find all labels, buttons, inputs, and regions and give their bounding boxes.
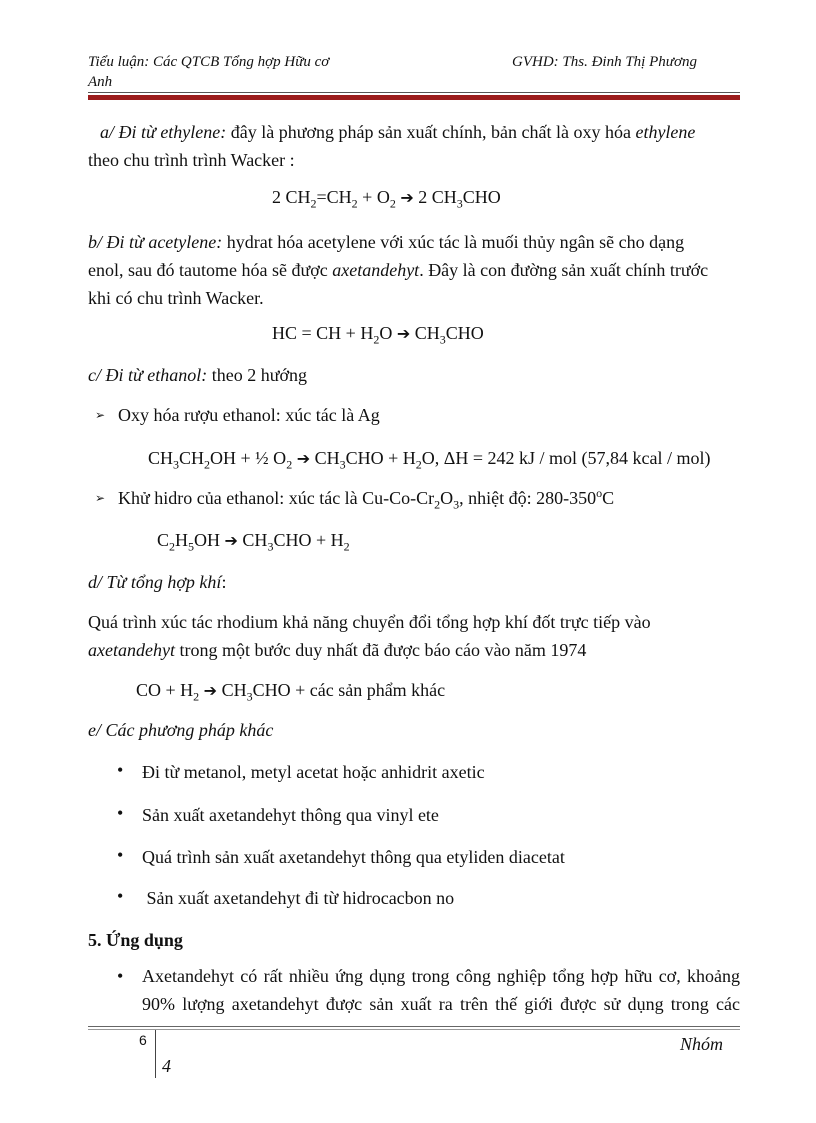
- header-title-line1: Tiểu luận: Các QTCB Tổng hợp Hữu cơ: [88, 54, 330, 70]
- header-title-line2: Anh: [88, 74, 113, 90]
- section-d-label: d/ Từ tổng hợp khí: [88, 572, 222, 592]
- header-rule-thin: [88, 92, 740, 93]
- section-d-axetandehyt: axetandehyt: [88, 640, 175, 660]
- dot-bullet-icon: •: [117, 845, 124, 865]
- arrow-icon: ➔: [400, 188, 414, 207]
- arrow-icon: ➔: [296, 449, 311, 468]
- section-e-heading: e/ Các phương pháp khác: [88, 720, 274, 740]
- section-c-bullet-dehydrogenation: Khử hidro của ethanol: xúc tác là $Cu-Co-Cr_2O_3$, nhiệt độ: 280-350$^o$C: [118, 486, 615, 512]
- list-item: Sản xuất axetandehyt đi từ hidrocacbon no: [142, 888, 455, 908]
- arrow-icon: ➔: [224, 531, 238, 550]
- footer-rule-secondary: [88, 1029, 740, 1030]
- section-a-text1: đây là phương pháp sản xuất chính, bản chất là oxy hóa: [226, 122, 636, 142]
- section-b-label: b/ Đi từ acetylene:: [88, 232, 223, 252]
- footer-rule: [88, 1026, 740, 1027]
- header-title: [88, 52, 329, 92]
- header-instructor: GVHD: Ths. Đinh Thị Phương: [512, 54, 697, 70]
- triangle-bullet-icon: ➢: [95, 491, 106, 505]
- dot-bullet-icon: •: [117, 886, 124, 906]
- equation-acetylene: HC = CH + $H_2O$ ➔ $CH_3CHO$: [272, 323, 484, 347]
- section-a-label: a/ Đi từ ethylene:: [100, 122, 227, 142]
- section-c-label: c/ Đi từ ethanol:: [88, 365, 208, 385]
- arrow-icon: ➔: [396, 324, 411, 343]
- footer-divider: [155, 1030, 156, 1078]
- section-b-paragraph: b/ Đi từ acetylene: hydrat hóa acetylene với xúc tác là muối thủy ngân sẽ cho dạng enol, sau đó tautome hóa sẽ được axetandehyt. Đây là con đường sản xuất chính trước khi có chu trình Wacker.: [88, 232, 709, 308]
- section-5-paragraph: Axetandehyt có rất nhiều ứng dụng trong công nghiệp tổng hợp hữu cơ, khoảng 90% lượng axetandehyt được sản xuất ra trên thế giới được sử dụng trong các: [142, 966, 740, 1014]
- list-item: Đi từ metanol, metyl acetat hoặc anhidrit axetic: [142, 762, 485, 782]
- section-b-axetandehyt: axetandehyt: [332, 260, 420, 280]
- section-a-text2: theo chu trình trình Wacker :: [88, 150, 295, 170]
- section-d-paragraph: Quá trình xúc tác rhodium khả năng chuyển đổi tổng hợp khí đốt trực tiếp vào axetandehyt trong một bước duy nhất đã được báo cáo vào năm 1974: [88, 612, 651, 660]
- section-5-heading: 5. Ứng dụng: [88, 930, 183, 950]
- section-c-bullet-oxidation: Oxy hóa rượu ethanol: xúc tác là Ag: [118, 405, 380, 425]
- section-a-ethylene: ethylene: [635, 122, 696, 142]
- arrow-icon: ➔: [203, 681, 218, 700]
- dot-bullet-icon: •: [117, 803, 124, 823]
- dot-bullet-icon: •: [117, 966, 124, 986]
- equation-ethanol-oxidation: $CH_3CH_2OH$ + ½ $O_2$ ➔ $CH_3CHO + H_2O$, ΔH = 242 kJ / mol (57,84 kcal / mol): [148, 448, 711, 472]
- group-number: 4: [162, 1056, 171, 1076]
- page-number: 6: [139, 1032, 147, 1048]
- equation-syngas: CO + $H_2$ ➔ $CH_3CHO$ + các sản phẩm khác: [136, 680, 446, 704]
- dot-bullet-icon: •: [117, 760, 124, 780]
- equation-ethylene: 2 $CH_2=CH_2 + O_2$ ➔ 2 $CH_3CHO$: [272, 187, 501, 211]
- section-d-heading: d/ Từ tổng hợp khí:: [88, 572, 227, 592]
- group-label: Nhóm: [680, 1034, 724, 1054]
- header-rule-thick: [88, 95, 740, 100]
- list-item: Sản xuất axetandehyt thông qua vinyl ete: [142, 805, 439, 825]
- triangle-bullet-icon: ➢: [95, 408, 106, 422]
- equation-ethanol-dehydrogenation: $C_2H_5OH$ ➔ $CH_3CHO + H_2$: [157, 530, 350, 554]
- section-a-paragraph: [88, 118, 740, 174]
- list-item: Quá trình sản xuất axetandehyt thông qua etyliden diacetat: [142, 847, 565, 867]
- section-c-heading: c/ Đi từ ethanol: theo 2 hướng: [88, 365, 308, 385]
